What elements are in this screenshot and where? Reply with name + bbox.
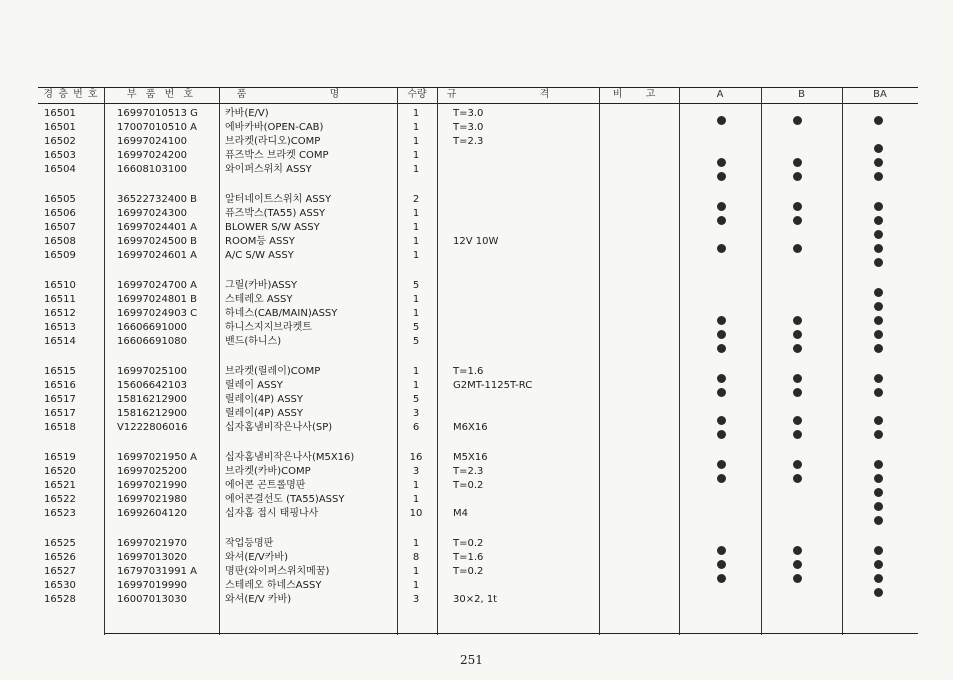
applicability-dot-a: [717, 560, 726, 569]
applicability-dot-b: [793, 316, 802, 325]
applicability-dot-ba: [874, 344, 883, 353]
applicability-dot-a: [717, 316, 726, 325]
col-divider: [219, 87, 220, 635]
row-part-number: 16606691000: [117, 322, 187, 333]
row-spec: M4: [453, 508, 468, 519]
row-quantity: 3: [412, 594, 420, 605]
row-part-number: 16997019990: [117, 580, 187, 591]
row-part-number: 16997021970: [117, 538, 187, 549]
row-number: 16503: [44, 150, 76, 161]
row-part-number: 16997024200: [117, 150, 187, 161]
row-part-name: 릴레이 ASSY: [225, 380, 283, 391]
applicability-dot-a: [717, 388, 726, 397]
applicability-dot-ba: [874, 258, 883, 267]
applicability-dot-ba: [874, 116, 883, 125]
row-part-number: 16997025100: [117, 366, 187, 377]
row-quantity: 6: [412, 422, 420, 433]
applicability-dot-ba: [874, 330, 883, 339]
row-spec: T=3.0: [453, 122, 484, 133]
applicability-dot-ba: [874, 202, 883, 211]
row-quantity: 3: [412, 408, 420, 419]
row-spec: 12V 10W: [453, 236, 499, 247]
applicability-dot-ba: [874, 502, 883, 511]
applicability-dot-a: [717, 546, 726, 555]
applicability-dot-ba: [874, 546, 883, 555]
row-part-name: 카바(E/V): [225, 108, 269, 119]
applicability-dot-ba: [874, 288, 883, 297]
row-part-number: 16997013020: [117, 552, 187, 563]
applicability-dot-ba: [874, 388, 883, 397]
row-part-number: 16997024401 A: [117, 222, 198, 233]
applicability-dot-b: [793, 330, 802, 339]
row-number: 16501: [44, 108, 76, 119]
row-part-name: 십자홈냄비작은나사(M5X16): [225, 452, 355, 463]
applicability-dot-ba: [874, 216, 883, 225]
row-part-name: ROOM등 ASSY: [225, 236, 295, 247]
col-divider: [599, 87, 600, 635]
header-note: 비 고: [612, 89, 666, 100]
row-quantity: 10: [409, 508, 423, 519]
row-number: 16521: [44, 480, 76, 491]
row-spec: 30×2, 1t: [453, 594, 498, 605]
row-part-name: 스테레오 ASSY: [225, 294, 293, 305]
row-part-name: 십자홈냄비작은나사(SP): [225, 422, 333, 433]
row-quantity: 2: [412, 194, 420, 205]
row-part-number: 16992604120: [117, 508, 187, 519]
applicability-dot-a: [717, 460, 726, 469]
row-part-name: 하니스지지브라켓트: [225, 322, 312, 333]
row-number: 16515: [44, 366, 76, 377]
row-part-name: 그릴(카바)ASSY: [225, 280, 298, 291]
applicability-dot-b: [793, 202, 802, 211]
col-divider: [397, 87, 398, 635]
row-quantity: 5: [412, 322, 420, 333]
applicability-dot-b: [793, 216, 802, 225]
header-part: 부 품 번 호: [126, 89, 197, 100]
applicability-dot-b: [793, 344, 802, 353]
applicability-dot-ba: [874, 230, 883, 239]
col-divider: [679, 87, 680, 635]
applicability-dot-ba: [874, 374, 883, 383]
row-spec: T=1.6: [453, 552, 484, 563]
row-number: 16501: [44, 122, 76, 133]
row-part-name: 브라켓(카바)COMP: [225, 466, 311, 477]
row-quantity: 5: [412, 336, 420, 347]
applicability-dot-a: [717, 574, 726, 583]
row-part-number: 16608103100: [117, 164, 187, 175]
header-a: A: [716, 89, 724, 100]
header-rule: [38, 103, 918, 104]
row-part-name: 와셔(E/V카바): [225, 552, 288, 563]
header-name: 품 명: [236, 89, 380, 100]
row-quantity: 5: [412, 280, 420, 291]
row-number: 16520: [44, 466, 76, 477]
header-ba: BA: [873, 89, 887, 100]
row-part-name: 스테레오 하네스ASSY: [225, 580, 322, 591]
row-number: 16514: [44, 336, 76, 347]
row-number: 16516: [44, 380, 76, 391]
page-number: 251: [460, 653, 483, 667]
applicability-dot-b: [793, 116, 802, 125]
applicability-dot-ba: [874, 302, 883, 311]
row-part-name: 밴드(하니스): [225, 336, 282, 347]
row-quantity: 1: [412, 366, 420, 377]
applicability-dot-a: [717, 374, 726, 383]
row-part-name: 명판(와이퍼스위치메꿈): [225, 566, 330, 577]
applicability-dot-ba: [874, 588, 883, 597]
row-quantity: 1: [412, 222, 420, 233]
row-part-number: 16997024801 B: [117, 294, 198, 305]
row-part-number: 16997024500 B: [117, 236, 198, 247]
row-quantity: 1: [412, 294, 420, 305]
applicability-dot-a: [717, 172, 726, 181]
row-spec: M6X16: [453, 422, 488, 433]
row-quantity: 1: [412, 380, 420, 391]
applicability-dot-a: [717, 474, 726, 483]
row-number: 16522: [44, 494, 76, 505]
row-number: 16519: [44, 452, 76, 463]
row-spec: G2MT-1125T-RC: [453, 380, 533, 391]
applicability-dot-ba: [874, 416, 883, 425]
row-part-name: 에바카바(OPEN-CAB): [225, 122, 324, 133]
row-part-number: 16997021950 A: [117, 452, 198, 463]
row-number: 16507: [44, 222, 76, 233]
row-part-number: 16007013030: [117, 594, 187, 605]
row-number: 16525: [44, 538, 76, 549]
col-divider: [104, 87, 105, 635]
row-quantity: 3: [412, 466, 420, 477]
applicability-dot-ba: [874, 574, 883, 583]
row-part-name: 에어콘 곤트롤명판: [225, 480, 306, 491]
row-part-name: 브라켓(라디오)COMP: [225, 136, 321, 147]
row-part-number: 16997024700 A: [117, 280, 198, 291]
row-number: 16517: [44, 394, 76, 405]
applicability-dot-b: [793, 430, 802, 439]
applicability-dot-b: [793, 474, 802, 483]
row-part-name: 릴레이(4P) ASSY: [225, 408, 303, 419]
applicability-dot-b: [793, 460, 802, 469]
row-part-name: 브라켓(릴레이)COMP: [225, 366, 321, 377]
row-part-number: 15816212900: [117, 394, 187, 405]
header-b: B: [798, 89, 805, 100]
applicability-dot-b: [793, 560, 802, 569]
row-quantity: 1: [412, 580, 420, 591]
row-number: 16511: [44, 294, 76, 305]
applicability-dot-a: [717, 430, 726, 439]
row-part-number: 15606642103: [117, 380, 187, 391]
row-quantity: 1: [412, 208, 420, 219]
row-number: 16510: [44, 280, 76, 291]
row-part-name: 알터네이트스위치 ASSY: [225, 194, 332, 205]
row-quantity: 1: [412, 538, 420, 549]
row-number: 16504: [44, 164, 76, 175]
row-spec: T=1.6: [453, 366, 484, 377]
row-quantity: 1: [412, 480, 420, 491]
row-part-number: 16997024903 C: [117, 308, 198, 319]
row-part-number: 16997024601 A: [117, 250, 198, 261]
row-part-number: 36522732400 B: [117, 194, 198, 205]
row-number: 16523: [44, 508, 76, 519]
bottom-rule: [104, 633, 918, 634]
row-part-name: 에어콘결선도 (TA55)ASSY: [225, 494, 345, 505]
applicability-dot-a: [717, 202, 726, 211]
row-quantity: 1: [412, 164, 420, 175]
applicability-dot-a: [717, 344, 726, 353]
applicability-dot-b: [793, 416, 802, 425]
col-divider: [761, 87, 762, 635]
row-quantity: 1: [412, 236, 420, 247]
row-quantity: 1: [412, 108, 420, 119]
row-quantity: 1: [412, 250, 420, 261]
applicability-dot-a: [717, 216, 726, 225]
row-part-number: 17007010510 A: [117, 122, 198, 133]
applicability-dot-ba: [874, 516, 883, 525]
row-number: 16530: [44, 580, 76, 591]
applicability-dot-ba: [874, 430, 883, 439]
row-spec: M5X16: [453, 452, 488, 463]
applicability-dot-ba: [874, 158, 883, 167]
applicability-dot-a: [717, 244, 726, 253]
row-part-name: 퓨즈박스(TA55) ASSY: [225, 208, 326, 219]
row-quantity: 1: [412, 122, 420, 133]
row-part-name: 퓨즈박스 브라켓 COMP: [225, 150, 329, 161]
row-number: 16512: [44, 308, 76, 319]
row-number: 16518: [44, 422, 76, 433]
row-quantity: 1: [412, 136, 420, 147]
applicability-dot-a: [717, 116, 726, 125]
row-number: 16528: [44, 594, 76, 605]
row-spec: T=0.2: [453, 538, 484, 549]
row-number: 16526: [44, 552, 76, 563]
row-part-name: 십자홈 접시 태핑나사: [225, 508, 319, 519]
row-quantity: 5: [412, 394, 420, 405]
applicability-dot-ba: [874, 316, 883, 325]
row-number: 16502: [44, 136, 76, 147]
applicability-dot-ba: [874, 144, 883, 153]
applicability-dot-b: [793, 158, 802, 167]
row-part-number: 16997025200: [117, 466, 187, 477]
row-part-number: 16797031991 A: [117, 566, 198, 577]
applicability-dot-b: [793, 244, 802, 253]
row-number: 16509: [44, 250, 76, 261]
row-part-name: 와셔(E/V 카바): [225, 594, 292, 605]
applicability-dot-ba: [874, 474, 883, 483]
row-quantity: 1: [412, 566, 420, 577]
row-spec: T=0.2: [453, 480, 484, 491]
applicability-dot-b: [793, 172, 802, 181]
applicability-dot-a: [717, 158, 726, 167]
row-number: 16508: [44, 236, 76, 247]
header-spec: 규 격: [446, 89, 590, 100]
row-spec: T=2.3: [453, 466, 484, 477]
row-part-number: 16997021990: [117, 480, 187, 491]
header-qty: 수량: [407, 89, 427, 100]
row-spec: T=0.2: [453, 566, 484, 577]
row-quantity: 8: [412, 552, 420, 563]
applicability-dot-b: [793, 574, 802, 583]
header-no: 경 층 번 호: [43, 89, 99, 100]
applicability-dot-a: [717, 330, 726, 339]
row-part-number: 15816212900: [117, 408, 187, 419]
row-part-name: 하네스(CAB/MAIN)ASSY: [225, 308, 338, 319]
applicability-dot-ba: [874, 560, 883, 569]
row-part-name: BLOWER S/W ASSY: [225, 222, 320, 233]
col-divider: [842, 87, 843, 635]
row-part-number: V1222806016: [117, 422, 188, 433]
row-part-number: 16997010513 G: [117, 108, 198, 119]
applicability-dot-a: [717, 416, 726, 425]
applicability-dot-ba: [874, 172, 883, 181]
applicability-dot-ba: [874, 244, 883, 253]
row-spec: T=3.0: [453, 108, 484, 119]
row-part-name: A/C S/W ASSY: [225, 250, 294, 261]
row-part-name: 와이퍼스위치 ASSY: [225, 164, 312, 175]
row-number: 16517: [44, 408, 76, 419]
applicability-dot-ba: [874, 460, 883, 469]
row-number: 16513: [44, 322, 76, 333]
row-part-number: 16997024100: [117, 136, 187, 147]
row-quantity: 1: [412, 150, 420, 161]
applicability-dot-b: [793, 374, 802, 383]
row-quantity: 1: [412, 494, 420, 505]
row-part-number: 16997024300: [117, 208, 187, 219]
row-number: 16506: [44, 208, 76, 219]
row-number: 16527: [44, 566, 76, 577]
row-quantity: 1: [412, 308, 420, 319]
row-part-number: 16997021980: [117, 494, 187, 505]
row-quantity: 16: [409, 452, 423, 463]
row-part-number: 16606691080: [117, 336, 187, 347]
row-part-name: 릴레이(4P) ASSY: [225, 394, 303, 405]
row-number: 16505: [44, 194, 76, 205]
row-spec: T=2.3: [453, 136, 484, 147]
col-divider: [437, 87, 438, 635]
applicability-dot-ba: [874, 488, 883, 497]
applicability-dot-b: [793, 546, 802, 555]
applicability-dot-b: [793, 388, 802, 397]
row-part-name: 작업등명판: [225, 538, 274, 549]
